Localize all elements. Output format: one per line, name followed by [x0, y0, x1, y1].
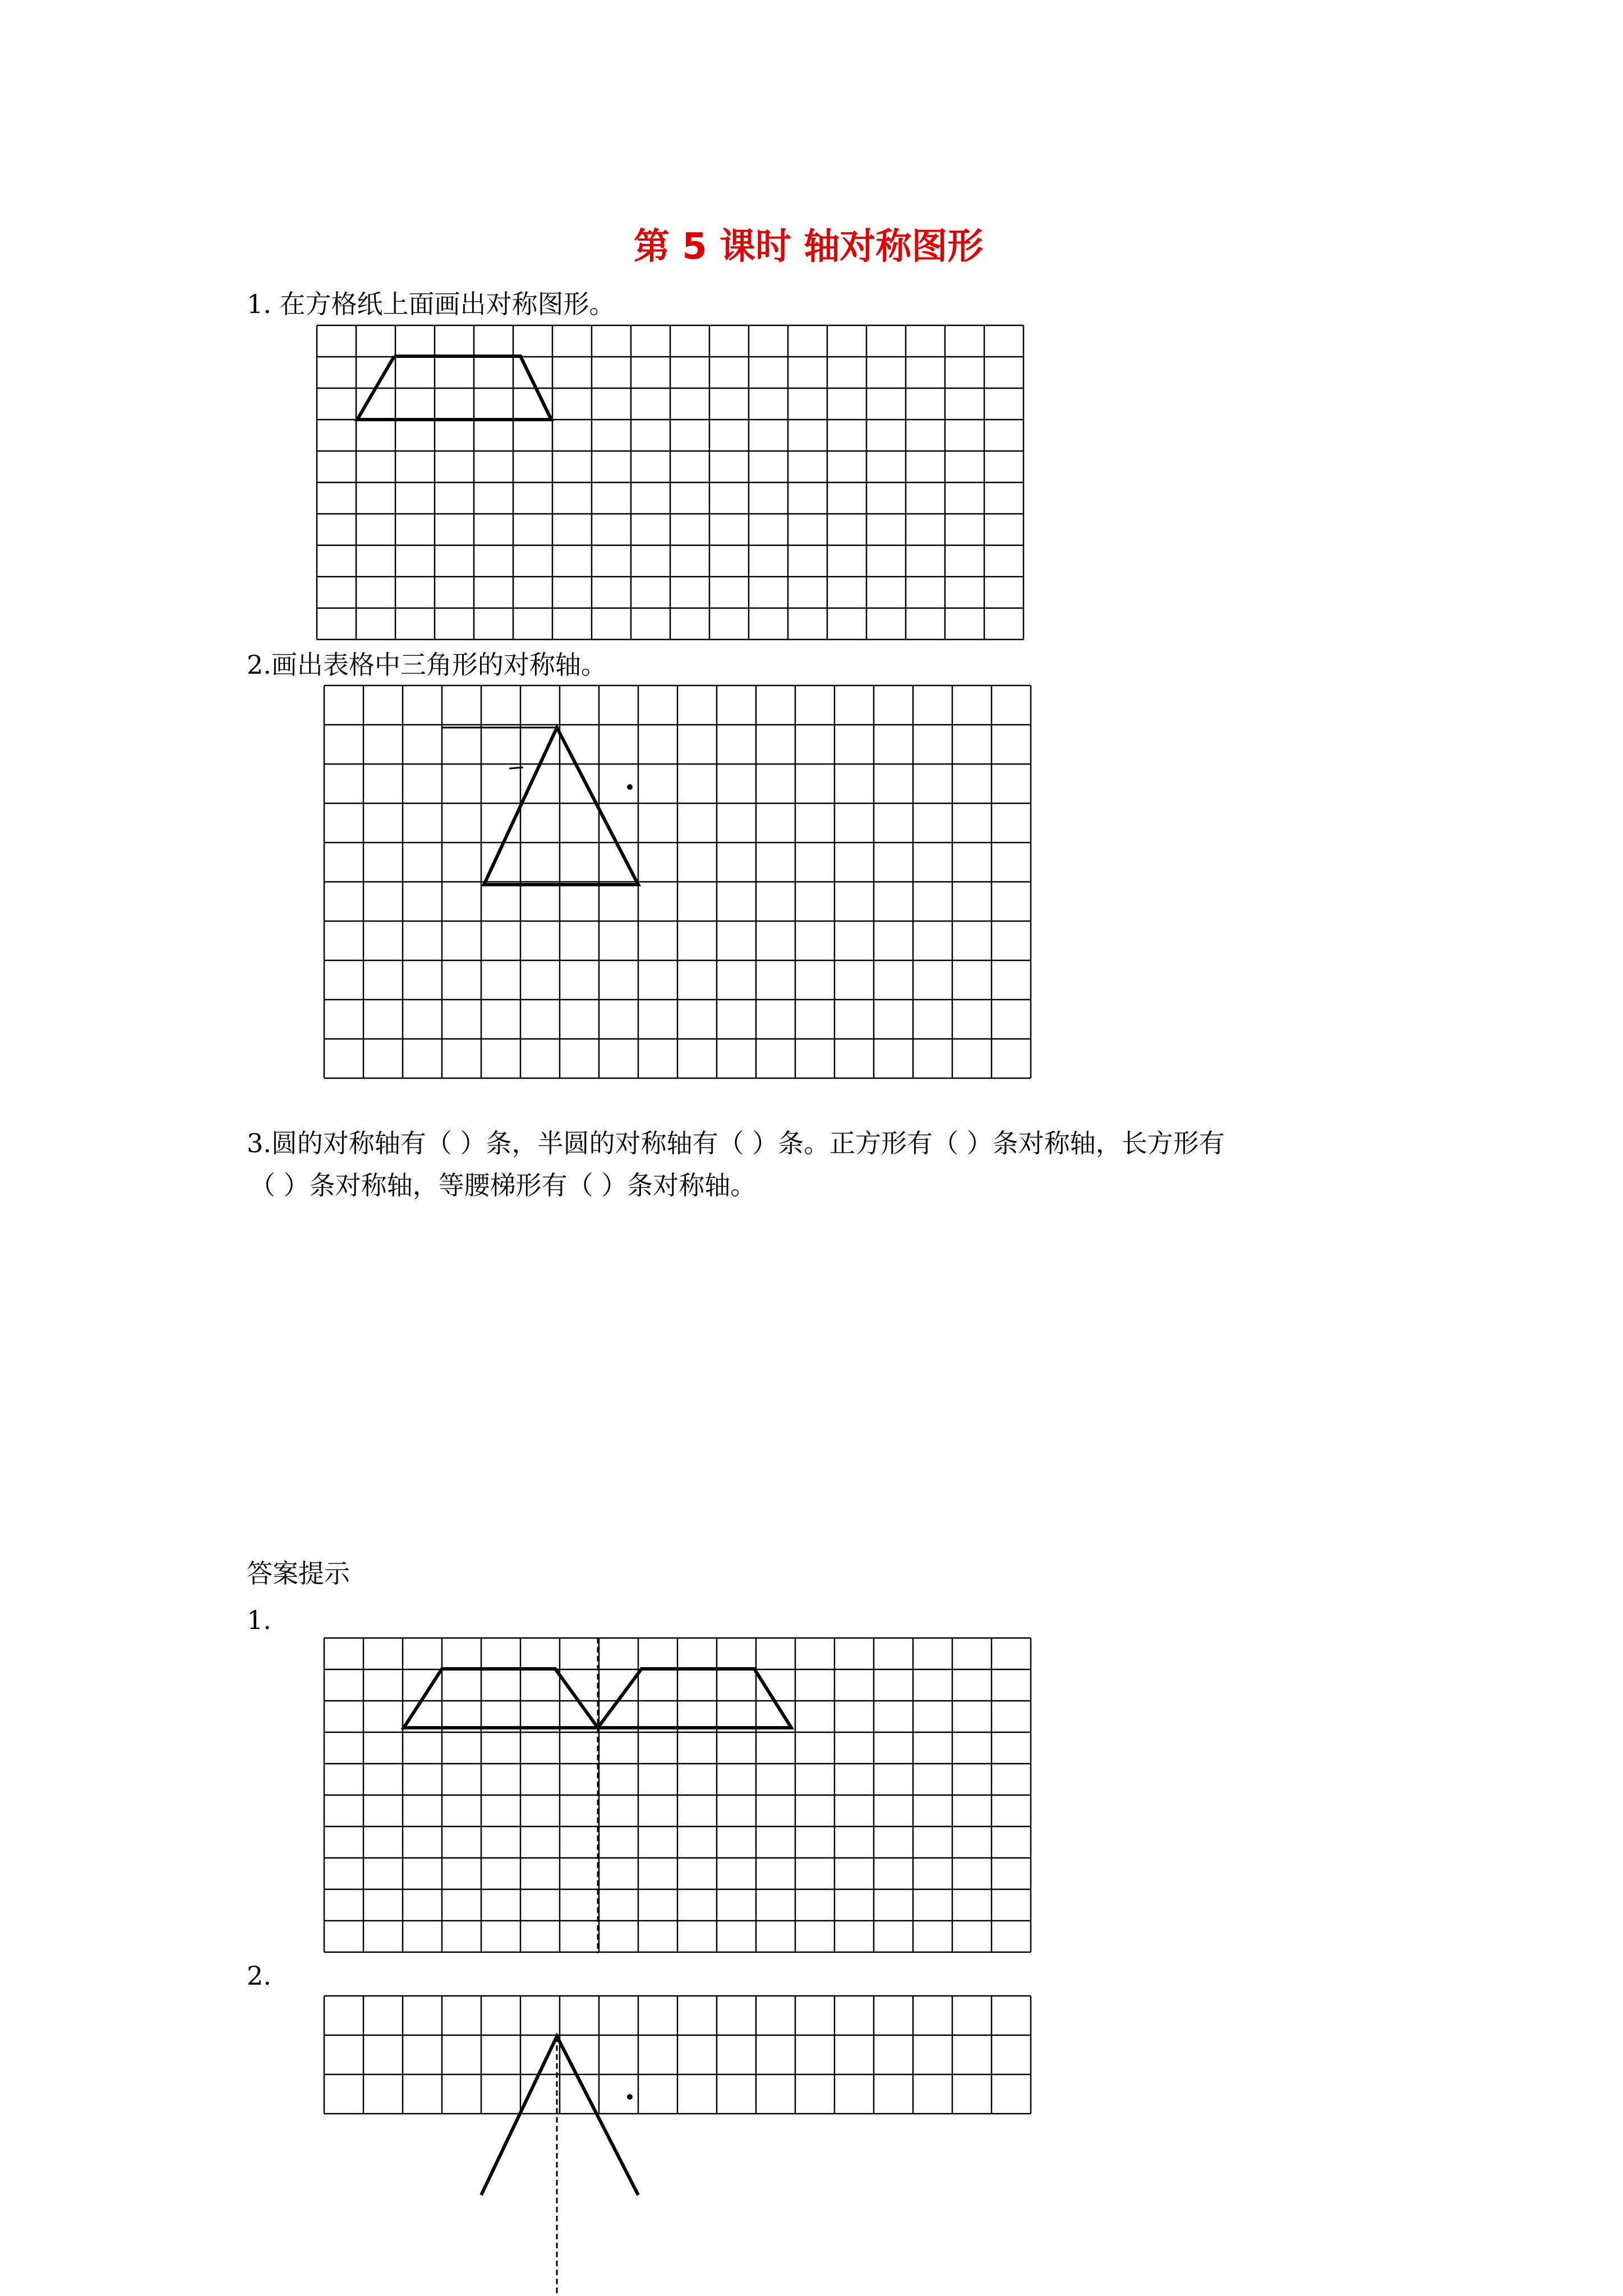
- triangle-shape: [484, 728, 638, 885]
- grid-lines: [324, 685, 1031, 1078]
- grid-lines: [324, 1996, 1031, 2114]
- question-2-text: 2.画出表格中三角形的对称轴。: [247, 650, 607, 680]
- stray-mark: [509, 767, 523, 769]
- question-1-text: 1. 在方格纸上面画出对称图形。: [247, 289, 615, 319]
- trapezoid-mirror: [598, 1669, 791, 1728]
- trapezoid-original: [404, 1669, 598, 1728]
- page-title: 第 5 课时 轴对称图形: [634, 226, 984, 268]
- answer-heading: 答案提示: [247, 1558, 350, 1589]
- grid-answer-1: [324, 1638, 1032, 1953]
- answer-1-label: 1.: [247, 1605, 271, 1635]
- dot-mark: [627, 784, 633, 790]
- grid-question-1: [317, 325, 1026, 641]
- question-3-line-2: （ ）条对称轴，等腰梯形有（ ）条对称轴。: [250, 1170, 757, 1200]
- dot-mark: [627, 2094, 633, 2100]
- grid-lines: [317, 325, 1023, 639]
- grid-answer-2: [324, 1996, 1032, 2296]
- question-3-line-1: 3.圆的对称轴有（ ）条，半圆的对称轴有（ ）条。正方形有（ ）条对称轴，长方形有: [247, 1128, 1225, 1158]
- answer-2-label: 2.: [247, 1961, 271, 1991]
- grid-question-2: [324, 685, 1032, 1078]
